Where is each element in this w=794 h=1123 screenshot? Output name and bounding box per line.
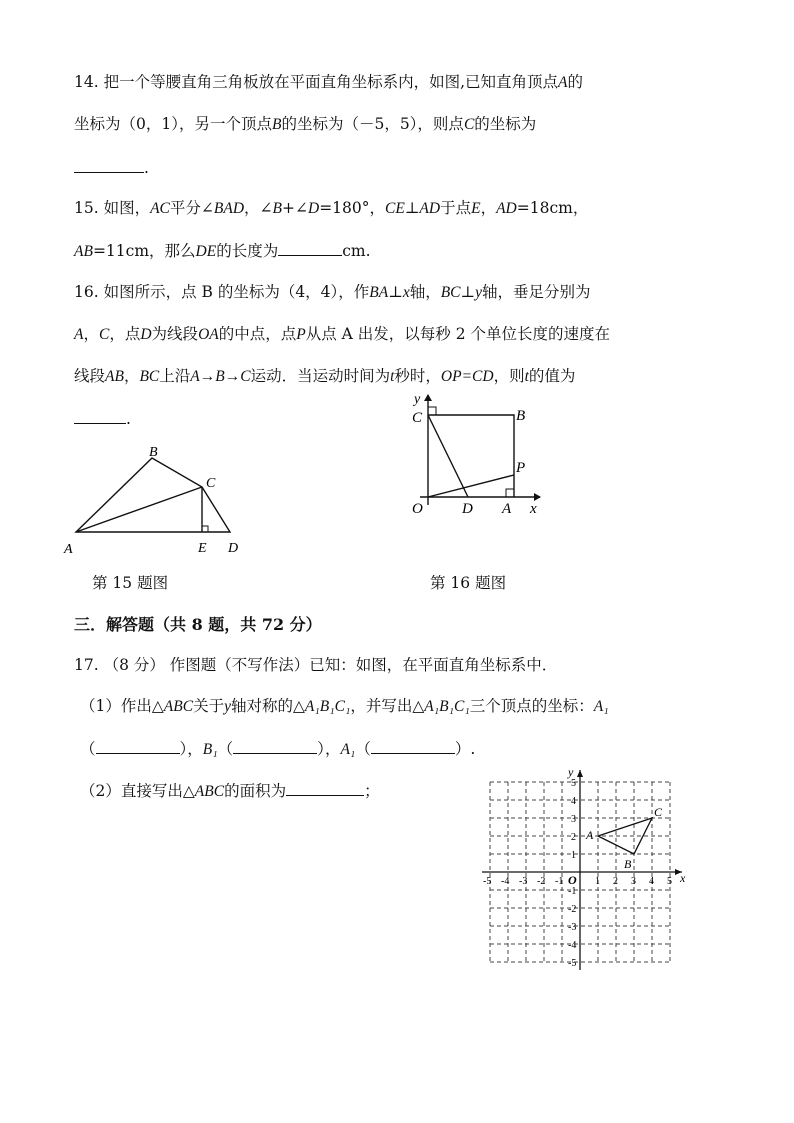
q15-var: E xyxy=(471,200,481,217)
quad-abcd xyxy=(76,458,230,532)
fig15-label-d: D xyxy=(228,541,239,556)
q15-text: =18cm， xyxy=(516,199,589,217)
grid-tick-label-y: -2 xyxy=(568,904,577,915)
point-c-label: C xyxy=(463,116,475,133)
q15-line1 xyxy=(74,198,588,219)
fig15-caption: 第 15 题图 xyxy=(92,574,169,592)
q16-text: 为线段 xyxy=(151,325,199,343)
q16-var: t xyxy=(524,368,529,385)
point-b-label: B xyxy=(271,116,282,133)
grid-tick-label-x: -5 xyxy=(483,876,492,887)
q16-text: 的值为 xyxy=(528,367,576,385)
q15-answer-blank[interactable] xyxy=(278,240,342,256)
figure-15 xyxy=(60,440,260,560)
q15-var: D xyxy=(307,200,320,217)
area-answer-blank[interactable] xyxy=(286,780,364,796)
q16-text: 的中点，点 xyxy=(218,325,297,343)
q17-text: 关于 xyxy=(193,697,225,715)
grid-tick-label-x: -1 xyxy=(555,876,564,887)
q16-var: BA xyxy=(369,284,389,301)
q16-var: BC xyxy=(440,284,461,301)
q15-text: 平分∠ xyxy=(169,199,214,217)
fig16-label-a: A xyxy=(502,501,512,517)
right-angle-mark xyxy=(202,526,208,532)
grid-tick-label-y: -4 xyxy=(568,940,577,951)
q17-text: ，并写出△ xyxy=(350,697,425,715)
q16-text: ，则 xyxy=(493,367,525,385)
q16-text: 运动．当运动时间为 xyxy=(250,367,391,385)
q16-text: . xyxy=(126,410,131,428)
fig15-label-b: B xyxy=(149,445,158,460)
right-angle-mark-c xyxy=(428,407,436,415)
coordinate-grid-figure xyxy=(480,760,700,985)
q16-var: A→B→C xyxy=(190,368,251,385)
y-axis-arrow xyxy=(577,770,583,777)
q16-text: 秒时， xyxy=(394,367,441,385)
q16-text: 上沿 xyxy=(159,367,191,385)
q14-text: 的坐标为（－5，5），则点 xyxy=(281,115,464,133)
q17-text: . xyxy=(470,740,476,758)
q17-var: A₁ xyxy=(340,741,356,758)
segment-op xyxy=(428,475,514,497)
grid-axis-label-x: x xyxy=(680,871,686,885)
q16-var: x xyxy=(402,284,410,301)
grid-tick-label-y: 3 xyxy=(571,814,576,825)
q17-text: （1）作出△ xyxy=(80,697,164,715)
grid-axis-label-y: y xyxy=(568,765,574,779)
q17-text: 轴对称的△ xyxy=(230,697,305,715)
q15-text: ，∠ xyxy=(244,199,273,217)
grid-tick-label-x: -2 xyxy=(537,876,546,887)
grid-tick-label-x: 2 xyxy=(613,876,618,887)
q15-var: AD xyxy=(496,200,517,217)
q17-text: ， xyxy=(187,740,203,758)
fig16-label-o: O xyxy=(412,501,423,517)
q14-line3 xyxy=(74,157,149,178)
q16-text: ⊥ xyxy=(460,283,476,301)
section-heading: 三．解答题（共 8 题，共 72 分） xyxy=(74,615,322,634)
q14-text: 的坐标为 xyxy=(474,115,537,133)
fig16-caption: 第 16 题图 xyxy=(430,574,507,592)
q16-line2 xyxy=(74,324,610,345)
q15-var: B xyxy=(272,200,282,217)
q16-line1 xyxy=(74,282,591,303)
q14-text: 的 xyxy=(567,73,583,91)
fig16-label-x: x xyxy=(530,501,537,517)
figure-16 xyxy=(400,385,560,525)
q16-var: y xyxy=(475,284,482,301)
fig16-label-d: D xyxy=(462,501,473,517)
q17-text: ） xyxy=(454,740,471,758)
q14-text: . xyxy=(144,159,149,177)
grid-tick-label-y: -1 xyxy=(568,886,577,897)
fig16-label-p: P xyxy=(516,460,526,476)
q16-var: C xyxy=(98,326,110,343)
q17-part1-line1 xyxy=(80,696,609,717)
q14-line1 xyxy=(74,72,583,93)
q17-text: （2）直接写出△ xyxy=(80,782,195,800)
q17-text: 的面积为 xyxy=(224,782,287,800)
q14-answer-blank[interactable] xyxy=(74,157,144,173)
q14-text: 坐标为（0，1），另一个顶点 xyxy=(74,115,272,133)
a1-coordinate-blank[interactable] xyxy=(96,738,180,754)
point-a-label: A xyxy=(558,74,568,91)
grid-tick-label-y: 1 xyxy=(571,850,576,861)
segment-cd xyxy=(428,415,468,497)
grid-tick-label-y: 5 xyxy=(571,778,576,789)
q15-var: AC xyxy=(150,200,170,217)
q17-var: ABC xyxy=(163,698,194,715)
grid-tick-label-x: -4 xyxy=(501,876,510,887)
q16-text: ， xyxy=(123,367,140,385)
q17-text: ， xyxy=(324,740,341,758)
q17-text: （ xyxy=(217,740,234,758)
q16-text: 轴， xyxy=(409,283,441,301)
q16-text: 从点 A 出发，以每秒 2 个单位长度的速度在 xyxy=(305,325,610,343)
q15-text: 于点 xyxy=(440,199,472,217)
q16-line3 xyxy=(74,366,575,387)
grid-tick-label-x: 4 xyxy=(649,876,654,887)
square-sides xyxy=(428,415,514,497)
q15-var: BAD xyxy=(213,200,245,217)
q15-text: 的长度为 xyxy=(216,242,279,260)
fig16-label-c: C xyxy=(412,410,423,426)
q17-part2 xyxy=(80,780,380,802)
q16-text: ⊥ xyxy=(388,283,403,301)
q16-var: D xyxy=(140,326,152,343)
q17-text: ） xyxy=(317,740,325,758)
q15-text: =180°， xyxy=(319,199,386,217)
fig15-label-a: A xyxy=(64,542,73,557)
grid-origin-label: O xyxy=(568,873,577,887)
q16-text: ， xyxy=(83,325,99,343)
q16-line4 xyxy=(74,408,131,429)
b1-coordinate-blank[interactable] xyxy=(233,738,317,754)
q16-var: t xyxy=(390,368,395,385)
q17-text: 17. （8 分） 作图题（不写作法）已知：如图，在平面直角坐标系中． xyxy=(74,656,558,674)
q17-part1-line2 xyxy=(80,738,475,760)
grid-label-a: A xyxy=(586,828,594,842)
q17-text: （ xyxy=(80,740,96,758)
q17-var: B₁ xyxy=(202,741,218,758)
q17-text: 三个顶点的坐标： xyxy=(469,697,594,715)
q17-var: A₁B₁C₁ xyxy=(424,698,470,715)
q17-text: （ xyxy=(355,740,371,758)
grid-tick-label-x: 1 xyxy=(595,876,600,887)
q17-var: y xyxy=(224,698,231,715)
c1-coordinate-blank[interactable] xyxy=(371,738,455,754)
grid-tick-label-y: -3 xyxy=(568,922,577,933)
q17-line1 xyxy=(74,655,557,675)
q16-var: P xyxy=(296,326,306,343)
grid-tick-label-x: -3 xyxy=(519,876,528,887)
q17-var: A₁B₁C₁ xyxy=(304,698,351,715)
q15-text: =11cm，那么 xyxy=(92,242,196,260)
q16-var: BC xyxy=(139,368,160,385)
q16-var: A xyxy=(74,326,84,343)
fig16-label-y: y xyxy=(414,392,421,407)
q16-var: AB xyxy=(105,368,124,385)
q15-text: ⊥ xyxy=(404,199,420,217)
q15-var: AB xyxy=(74,243,93,260)
q16-var: OA xyxy=(198,326,219,343)
fig15-label-c: C xyxy=(206,476,216,491)
q15-line2 xyxy=(74,240,371,262)
q15-text: ， xyxy=(480,199,497,217)
grid-tick-label-x: 3 xyxy=(631,876,636,887)
grid-tick-label-y: 4 xyxy=(571,796,576,807)
q15-var: AD xyxy=(419,200,441,217)
q14-text: 14. 把一个等腰直角三角板放在平面直角坐标系内，如图,已知直角顶点 xyxy=(74,73,559,91)
q14-line2 xyxy=(74,114,536,135)
q16-text: ，点 xyxy=(109,325,141,343)
right-angle-mark-a xyxy=(506,489,514,497)
q16-text: 16. 如图所示，点 B 的坐标为（4，4），作 xyxy=(74,283,370,301)
fig16-label-b: B xyxy=(516,408,526,424)
q16-answer-blank[interactable] xyxy=(74,408,126,424)
q15-var: CE xyxy=(385,200,405,217)
q17-text: ） xyxy=(179,740,188,758)
q16-text: 线段 xyxy=(74,367,106,385)
q16-text: 轴，垂足分别为 xyxy=(482,283,591,301)
grid-label-b: B xyxy=(624,857,632,871)
q15-text: 15. 如图， xyxy=(74,199,151,217)
q17-var: ABC xyxy=(194,783,225,800)
q15-text: +∠ xyxy=(282,199,308,217)
q16-var: OP=CD xyxy=(440,368,494,385)
grid-tick-label-y: -5 xyxy=(568,958,577,969)
q17-text: ； xyxy=(364,782,380,800)
segment-ac xyxy=(76,487,202,532)
q15-var: DE xyxy=(195,243,217,260)
grid-label-c: C xyxy=(654,805,663,819)
grid-tick-label-y: 2 xyxy=(571,832,576,843)
fig15-label-e: E xyxy=(198,541,207,556)
grid-tick-label-x: 5 xyxy=(667,876,672,887)
q17-var: A₁ xyxy=(593,698,609,715)
q15-text: cm. xyxy=(342,242,371,260)
